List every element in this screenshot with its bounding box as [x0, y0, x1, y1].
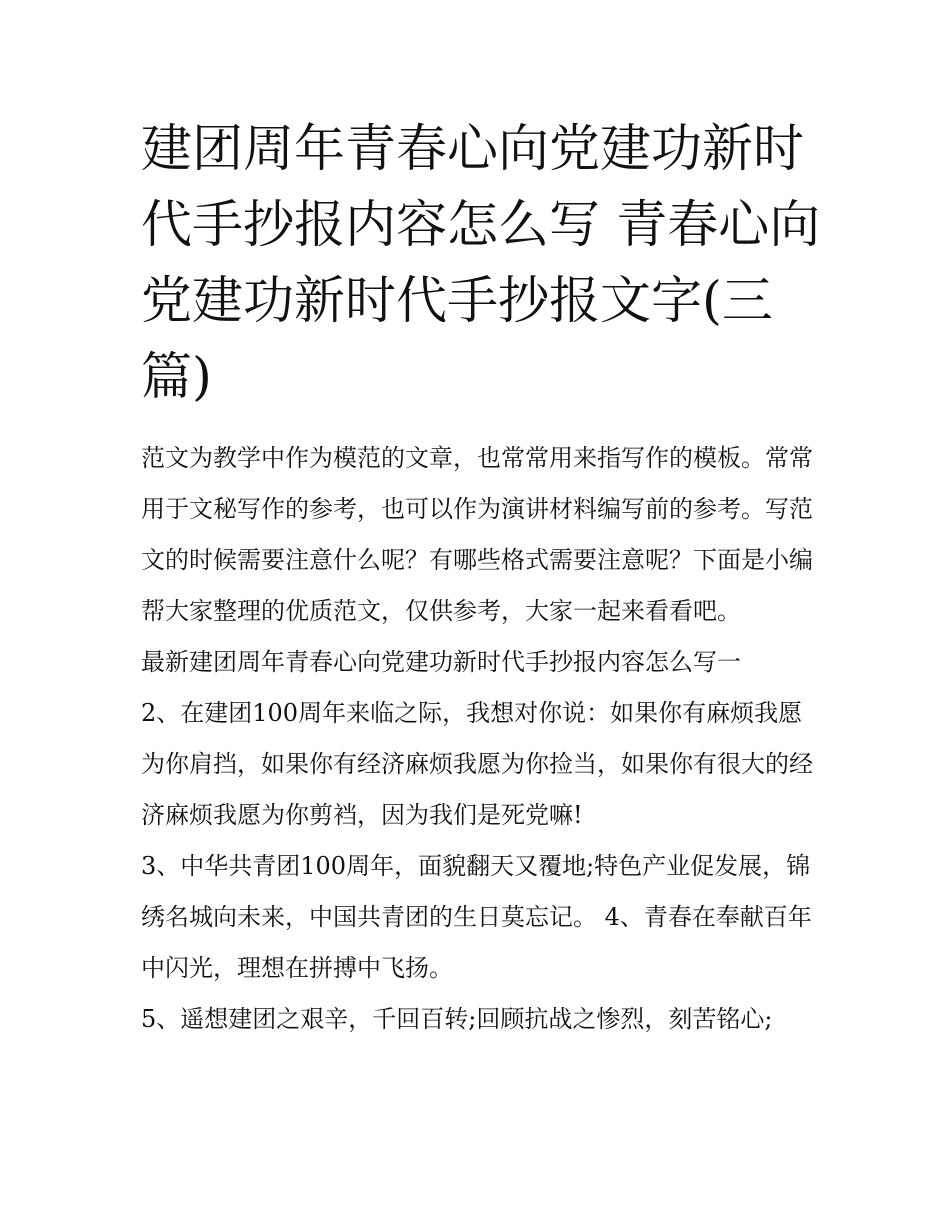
paragraph-item-5: 5、遥想建团之艰辛，千回百转;回顾抗战之惨烈，刻苦铭心;	[141, 1005, 773, 1033]
paragraph-item-3-4: 3、中华共青团100周年，面貌翻天又覆地;特色产业促发展，锦绣名城向未来，中国共青团的生日莫忘记。 4、青春在奉献百年中闪光，理想在拼搏中飞扬。	[141, 852, 812, 982]
document-body	[141, 433, 813, 1045]
section-heading: 最新建团周年青春心向党建功新时代手抄报内容怎么写一	[141, 648, 741, 676]
intro-paragraph: 范文为教学中作为模范的文章，也常常用来指写作的模板。常常用于文秘写作的参考，也可以作为演讲材料编写前的参考。写范文的时候需要注意什么呢？有哪些格式需要注意呢？下面是小编帮大家整理的优质范文，仅供参考，大家一起来看看吧。	[141, 444, 813, 625]
document-title: 建团周年青春心向党建功新时代手抄报内容怎么写 青春心向党建功新时代手抄报文字(三篇)	[141, 120, 821, 407]
paragraph-item-2: 2、在建团100周年来临之际，我想对你说：如果你有麻烦我愿为你肩挡，如果你有经济麻烦我愿为你捡当，如果你有很大的经济麻烦我愿为你剪裆，因为我们是死党嘛!	[141, 699, 813, 829]
